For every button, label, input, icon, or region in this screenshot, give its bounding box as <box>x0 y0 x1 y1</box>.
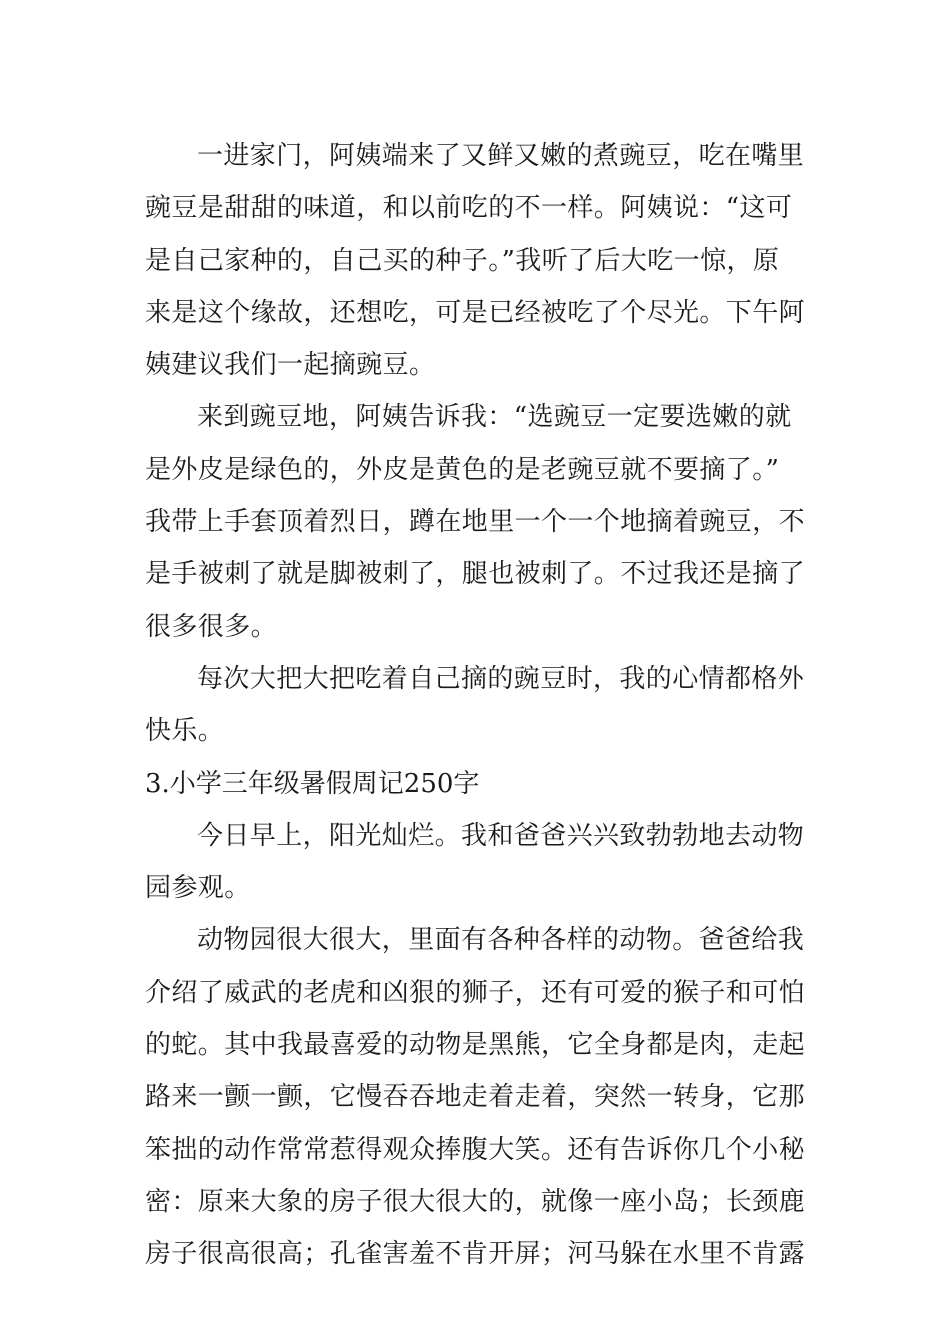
paragraph-line: 是自己家种的，自己买的种子。”我听了后大吃一惊，原 <box>145 245 780 276</box>
paragraph-line: 来是这个缘故，还想吃，可是已经被吃了个尽光。下午阿 <box>145 297 806 328</box>
paragraph-line: 姨建议我们一起摘豌豆。 <box>145 350 436 381</box>
paragraph-line: 密：原来大象的房子很大很大的，就像一座小岛；长颈鹿 <box>145 1186 806 1217</box>
paragraph-line: 快乐。 <box>145 716 225 747</box>
paragraph-line: 笨拙的动作常常惹得观众捧腹大笑。还有告诉你几个小秘 <box>145 1134 806 1165</box>
document-body <box>145 130 810 1281</box>
paragraph-line: 房子很高很高；孔雀害羞不肯开屏；河马躲在水里不肯露 <box>145 1239 806 1270</box>
paragraph-line: 的蛇。其中我最喜爱的动物是黑熊，它全身都是肉，走起 <box>145 1030 806 1061</box>
paragraph-line: 每次大把大把吃着自己摘的豌豆时，我的心情都格外 <box>197 663 805 694</box>
paragraph-line: 来到豌豆地，阿姨告诉我：“选豌豆一定要选嫩的就 <box>197 402 792 433</box>
paragraph-line: 是手被刺了就是脚被刺了，腿也被刺了。不过我还是摘了 <box>145 559 806 590</box>
paragraph-line: 一进家门，阿姨端来了又鲜又嫩的煮豌豆，吃在嘴里 <box>197 141 805 171</box>
section-heading: 3.小学三年级暑假周记250字 <box>145 768 480 799</box>
paragraph-line: 介绍了威武的老虎和凶狠的狮子，还有可爱的猴子和可怕 <box>145 977 806 1008</box>
paragraph-line: 路来一颤一颤，它慢吞吞地走着走着，突然一转身，它那 <box>145 1082 806 1113</box>
paragraph-line: 我带上手套顶着烈日，蹲在地里一个一个地摘着豌豆，不 <box>145 507 806 538</box>
paragraph-line: 园参观。 <box>145 873 251 904</box>
paragraph-line: 动物园很大很大，里面有各种各样的动物。爸爸给我 <box>197 925 805 956</box>
paragraph-line: 很多很多。 <box>145 611 278 642</box>
paragraph-line: 今日早上，阳光灿烂。我和爸爸兴兴致勃勃地去动物 <box>197 820 805 851</box>
paragraph-line: 是外皮是绿色的，外皮是黄色的是老豌豆就不要摘了。” <box>145 454 780 485</box>
paragraph-line: 豌豆是甜甜的味道，和以前吃的不一样。阿姨说：“这可 <box>145 193 793 224</box>
